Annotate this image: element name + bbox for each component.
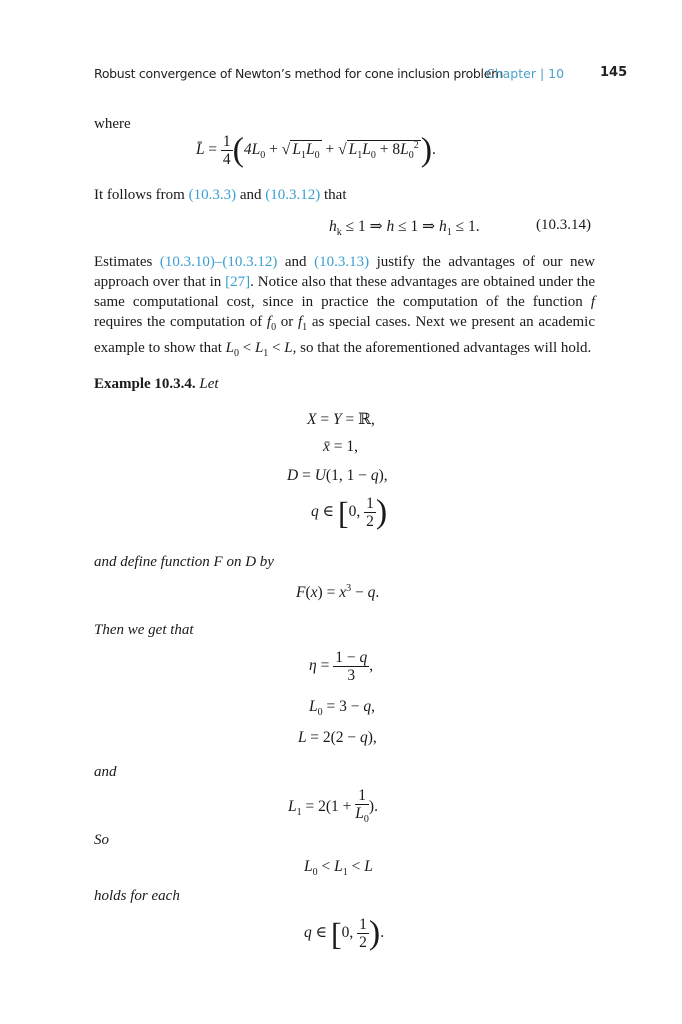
eq-q-interval-final: q ∈ [0, $\frac{1}{2}$ ). [304, 914, 385, 952]
equation-h-chain: $h_k \le 1$ ⇒ h ≤ 1 ⇒ $h_1 \le 1$. [329, 218, 480, 239]
ref-10-3-3[interactable]: (10.3.3) [188, 187, 237, 203]
eq-x-y-r: X = Y = ℝ, [307, 411, 375, 428]
eq-eta: η = $\frac{1 - q}{3}$ , [309, 649, 374, 684]
eq-l0: $L_0 = 3 - q$, [309, 698, 375, 719]
ref-10-3-12[interactable]: (10.3.12) [265, 187, 321, 203]
then-text: Then we get that [94, 622, 194, 638]
and-text: and [94, 764, 117, 780]
eq-xbar: x̄ = 1, [323, 438, 359, 455]
chapter-label: Chapter | 10 [486, 66, 565, 81]
equation-lbar: L̄ = $\frac{1}{4}$ ($4L_0$ + √ $L_1L_0$ + √ $L_1L_0 + 8L_0^2$). [196, 131, 436, 169]
running-title: Robust convergence of Newton’s method for cone inclusion problem [94, 66, 503, 81]
eq-domain: D = U(1, 1 − q), [287, 467, 388, 484]
example-heading: Example 10.3.4. Let [94, 376, 219, 392]
eq-q-interval: q ∈ [0, $\frac{1}{2}$ ) [311, 493, 388, 531]
follows-line: It follows from (10.3.3) and (10.3.12) that [94, 187, 347, 203]
holds-text: holds for each [94, 888, 180, 904]
ref-27[interactable]: [27] [225, 274, 251, 290]
so-text: So [94, 832, 109, 848]
page-header [94, 63, 628, 85]
ref-10-3-13[interactable]: (10.3.13) [314, 254, 370, 270]
equation-number: (10.3.14) [536, 217, 591, 233]
where-label: where [94, 116, 131, 132]
eq-l1: $L_1 = 2(1$ + $\frac{1}{L_0}$ ). [288, 787, 378, 826]
estimates-paragraph: Estimates (10.3.10)–(10.3.12) and (10.3.13) justify the advantages of our new approach over that in [27]. Notice also that these advantages are obtained under the same computational cost, since in practice the computation of the function f requires the computation of $f_0$ or $f_1$ as special cases. Next we present an academic example to show that $L_0 < L_1 < L$, so that the aforementioned advantages will hold. [94, 254, 596, 359]
page-number: 145 [600, 65, 628, 80]
define-text: and define function F on D by [94, 554, 274, 570]
ref-range[interactable]: (10.3.10)–(10.3.12) [159, 254, 278, 270]
eq-inequality: $L_0 < L_1 < L$ [304, 858, 373, 879]
eq-l: L = 2(2 − q), [298, 729, 377, 746]
eq-function-f: $F(x) = x^3 - q$. [296, 583, 380, 602]
